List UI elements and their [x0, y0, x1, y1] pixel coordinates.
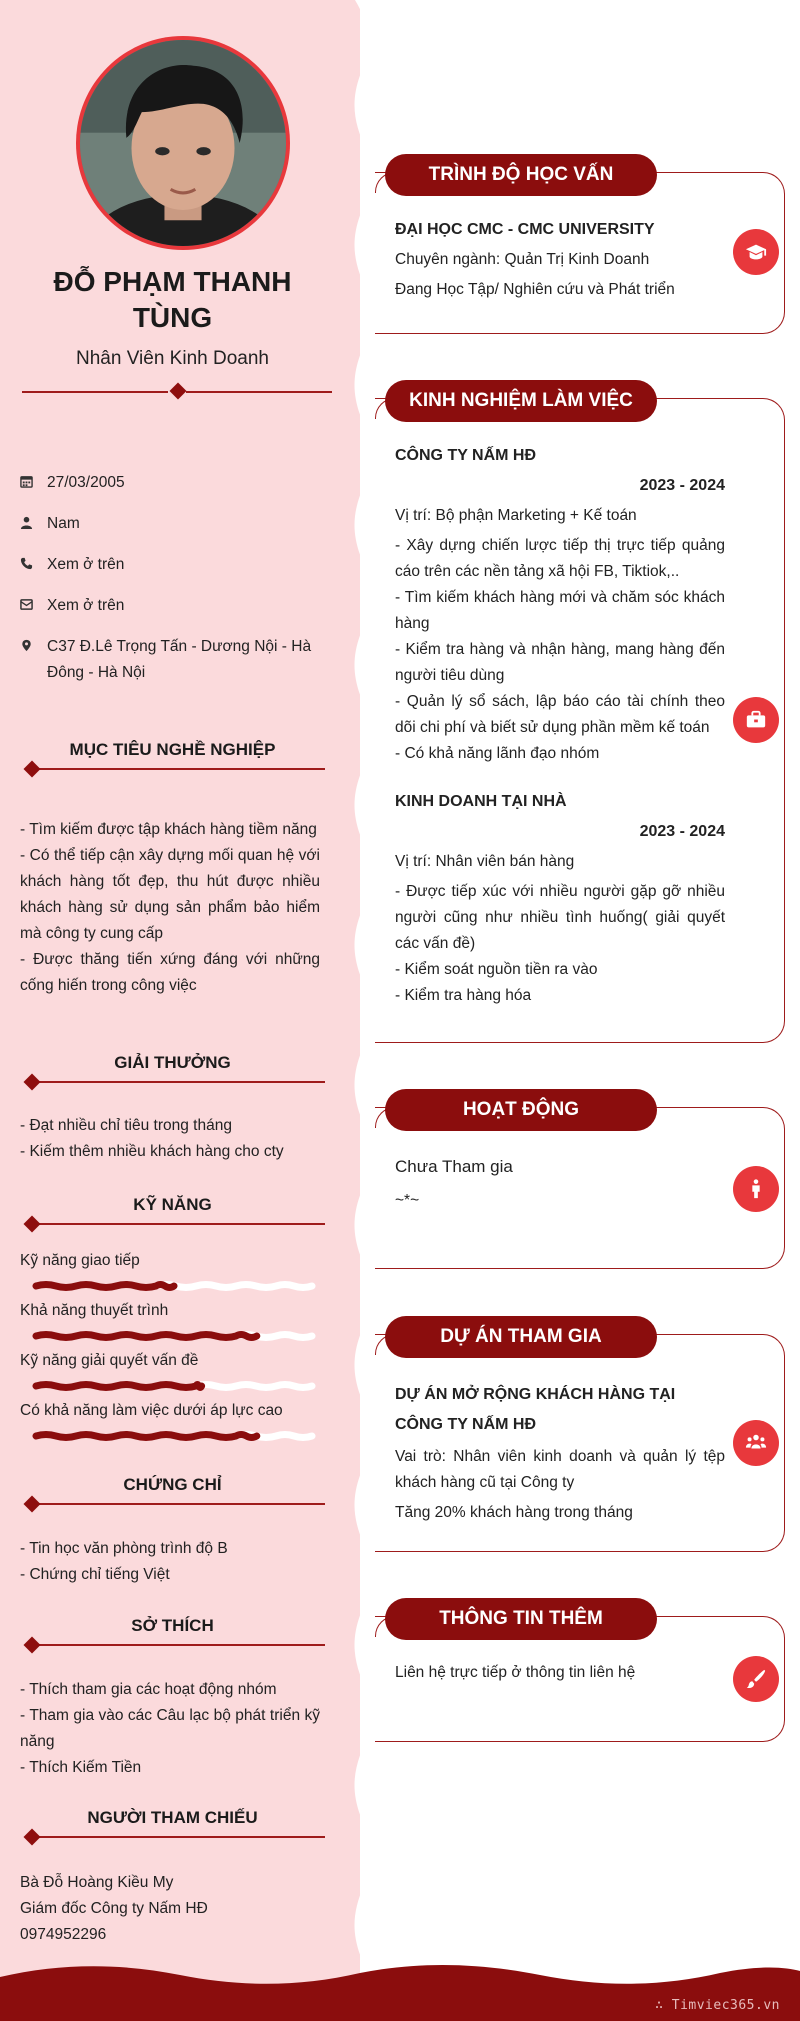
hobby-line: - Thích tham gia các hoạt động nhóm	[20, 1681, 277, 1698]
users-icon	[733, 1420, 779, 1466]
job-description-line: - Kiểm soát nguồn tiền ra vào	[395, 961, 598, 978]
name-divider	[22, 388, 332, 396]
skill-level-bar	[20, 1280, 320, 1292]
activities-header: HOẠT ĐỘNG	[385, 1089, 657, 1131]
skill-bar-fill	[36, 1335, 257, 1338]
avatar-frame	[76, 36, 290, 250]
calendar-icon	[20, 470, 47, 497]
references-title: NGƯỜI THAM CHIẾU	[20, 1808, 325, 1838]
awards-title: GIẢI THƯỞNG	[20, 1053, 325, 1083]
contact-address-value: C37 Đ.Lê Trọng Tấn - Dương Nội - Hà Đông - Hà Nội	[47, 638, 312, 681]
candidate-position: Nhân Viên Kinh Doanh	[76, 348, 269, 369]
job-role: Vị trí: Nhân viên bán hàng	[395, 853, 575, 870]
job-company: CÔNG TY NẤM HĐ	[395, 447, 537, 464]
skill-level-bar	[20, 1430, 320, 1442]
school-name: ĐẠI HỌC CMC - CMC UNIVERSITY	[395, 221, 655, 238]
objective-line: - Tìm kiếm được tập khách hàng tiềm năng	[20, 821, 317, 838]
skill-item	[20, 1300, 320, 1342]
job-description-line: - Kiểm tra hàng hóa	[395, 987, 532, 1004]
job-description-line: - Có khả năng lãnh đạo nhóm	[395, 745, 600, 762]
job-period: 2023 - 2024	[639, 477, 725, 494]
references-text	[20, 1870, 320, 1948]
contact-email-value: Xem ở trên	[47, 597, 125, 614]
person-icon	[733, 1166, 779, 1212]
candidate-name: ĐỖ PHẠM THANH TÙNG	[53, 266, 292, 333]
objective-line: - Có thể tiếp cận xây dựng mối quan hệ với khách hàng tốt đẹp, thu hút được nhiều khách hàng sử dụng sản phẩm bảo hiểm mà công ty cung cấp	[20, 847, 320, 942]
skill-bar-fill	[36, 1285, 174, 1288]
email-icon	[20, 593, 47, 620]
skill-item	[20, 1400, 320, 1442]
avatar-photo	[80, 40, 286, 246]
activities-content	[395, 1154, 725, 1214]
paint-brush-icon	[733, 1656, 779, 1702]
experience-content	[395, 443, 725, 1009]
job-description	[395, 533, 725, 767]
project-name: DỰ ÁN MỞ RỘNG KHÁCH HÀNG TẠI CÔNG TY NẤM HĐ	[395, 1386, 676, 1433]
experience-header: KINH NGHIỆM LÀM VIỆC	[385, 380, 657, 422]
hobbies-title: SỞ THÍCH	[20, 1616, 325, 1646]
avatar	[80, 40, 286, 246]
skill-name: Có khả năng làm việc dưới áp lực cao	[20, 1402, 283, 1419]
projects-content	[395, 1380, 725, 1526]
education-content	[395, 217, 725, 303]
skill-item	[20, 1250, 320, 1292]
contact-dob	[20, 470, 325, 497]
skill-level-bar	[20, 1330, 320, 1342]
education-header: TRÌNH ĐỘ HỌC VẤN	[385, 154, 657, 196]
contact-gender	[20, 511, 325, 538]
objective-text	[20, 817, 320, 999]
location-icon	[20, 634, 47, 661]
project-role: Vai trò: Nhân viên kinh doanh và quản lý tệp khách hàng cũ tại Công ty	[395, 1448, 725, 1491]
contact-dob-value: 27/03/2005	[47, 474, 125, 491]
job-description-line: - Kiểm tra hàng và nhận hàng, mang hàng đến người tiêu dùng	[395, 641, 725, 684]
briefcase-icon	[733, 697, 779, 743]
extra-content	[395, 1660, 725, 1686]
skill-bar-fill	[36, 1385, 202, 1388]
hobbies-text	[20, 1677, 320, 1781]
hobby-line: - Thích Kiếm Tiền	[20, 1759, 142, 1776]
job-description-line: - Quản lý sổ sách, lập báo cáo tài chính theo dõi chi phí và biết sử dụng phần mềm kế toán	[395, 693, 725, 736]
objective-line: - Được thăng tiến xứng đáng với những cống hiến trong công việc	[20, 951, 320, 994]
education-status: Đang Học Tập/ Nghiên cứu và Phát triển	[395, 281, 675, 298]
phone-icon	[20, 552, 47, 579]
job-company: KINH DOANH TẠI NHÀ	[395, 793, 567, 810]
contact-gender-value: Nam	[47, 515, 80, 532]
graduation-cap-icon	[733, 229, 779, 275]
projects-header: DỰ ÁN THAM GIA	[385, 1316, 657, 1358]
watermark: ∴ Timviec365.vn	[655, 1998, 780, 2013]
education-major: Chuyên ngành: Quản Trị Kinh Doanh	[395, 251, 650, 268]
contact-phone-value: Xem ở trên	[47, 556, 125, 573]
awards-text	[20, 1113, 320, 1165]
activities-line: Chưa Tham gia	[395, 1157, 513, 1176]
skill-item	[20, 1350, 320, 1392]
skill-bar-fill	[36, 1435, 257, 1438]
skill-name: Kỹ năng giao tiếp	[20, 1252, 140, 1269]
job-entry	[395, 789, 725, 1009]
job-period: 2023 - 2024	[639, 823, 725, 840]
certificate-line: - Chứng chỉ tiếng Việt	[20, 1566, 170, 1583]
certificate-line: - Tin học văn phòng trình độ B	[20, 1540, 228, 1557]
job-entry	[395, 443, 725, 767]
job-description-line: - Xây dựng chiến lược tiếp thị trực tiếp quảng cáo trên các nền tảng xã hội FB, Tiktiok,..	[395, 537, 725, 580]
skills-title: KỸ NĂNG	[20, 1195, 325, 1225]
user-icon	[20, 511, 47, 538]
project-result: Tăng 20% khách hàng trong tháng	[395, 1504, 633, 1521]
job-description-line: - Tìm kiếm khách hàng mới và chăm sóc khách hàng	[395, 589, 725, 632]
extra-text: Liên hệ trực tiếp ở thông tin liên hệ	[395, 1664, 636, 1681]
skill-name: Kỹ năng giải quyết vấn đề	[20, 1352, 199, 1369]
award-line: - Đạt nhiều chỉ tiêu trong tháng	[20, 1117, 232, 1134]
reference-line: 0974952296	[20, 1926, 107, 1943]
skill-name: Khả năng thuyết trình	[20, 1302, 169, 1319]
contact-email	[20, 593, 325, 620]
job-description-line: - Được tiếp xúc với nhiều người gặp gỡ nhiều người cũng như nhiều tình huống( giải quyết các vấn đề)	[395, 883, 725, 952]
job-description	[395, 879, 725, 1009]
reference-line: Giám đốc Công ty Nấm HĐ	[20, 1900, 208, 1917]
objective-title: MỤC TIÊU NGHỀ NGHIỆP	[20, 740, 325, 770]
job-role: Vị trí: Bộ phận Marketing + Kế toán	[395, 507, 637, 524]
skill-level-bar	[20, 1380, 320, 1392]
contact-address	[20, 634, 325, 686]
extra-header: THÔNG TIN THÊM	[385, 1598, 657, 1640]
activities-line: ~*~	[395, 1192, 420, 1209]
contact-phone	[20, 552, 325, 579]
certificates-title: CHỨNG CHỈ	[20, 1475, 325, 1505]
award-line: - Kiếm thêm nhiều khách hàng cho cty	[20, 1143, 284, 1160]
contact-info	[20, 470, 325, 700]
certificates-text	[20, 1536, 320, 1588]
hobby-line: - Tham gia vào các Câu lạc bộ phát triển kỹ năng	[20, 1707, 320, 1750]
reference-line: Bà Đỗ Hoàng Kiều My	[20, 1874, 174, 1891]
